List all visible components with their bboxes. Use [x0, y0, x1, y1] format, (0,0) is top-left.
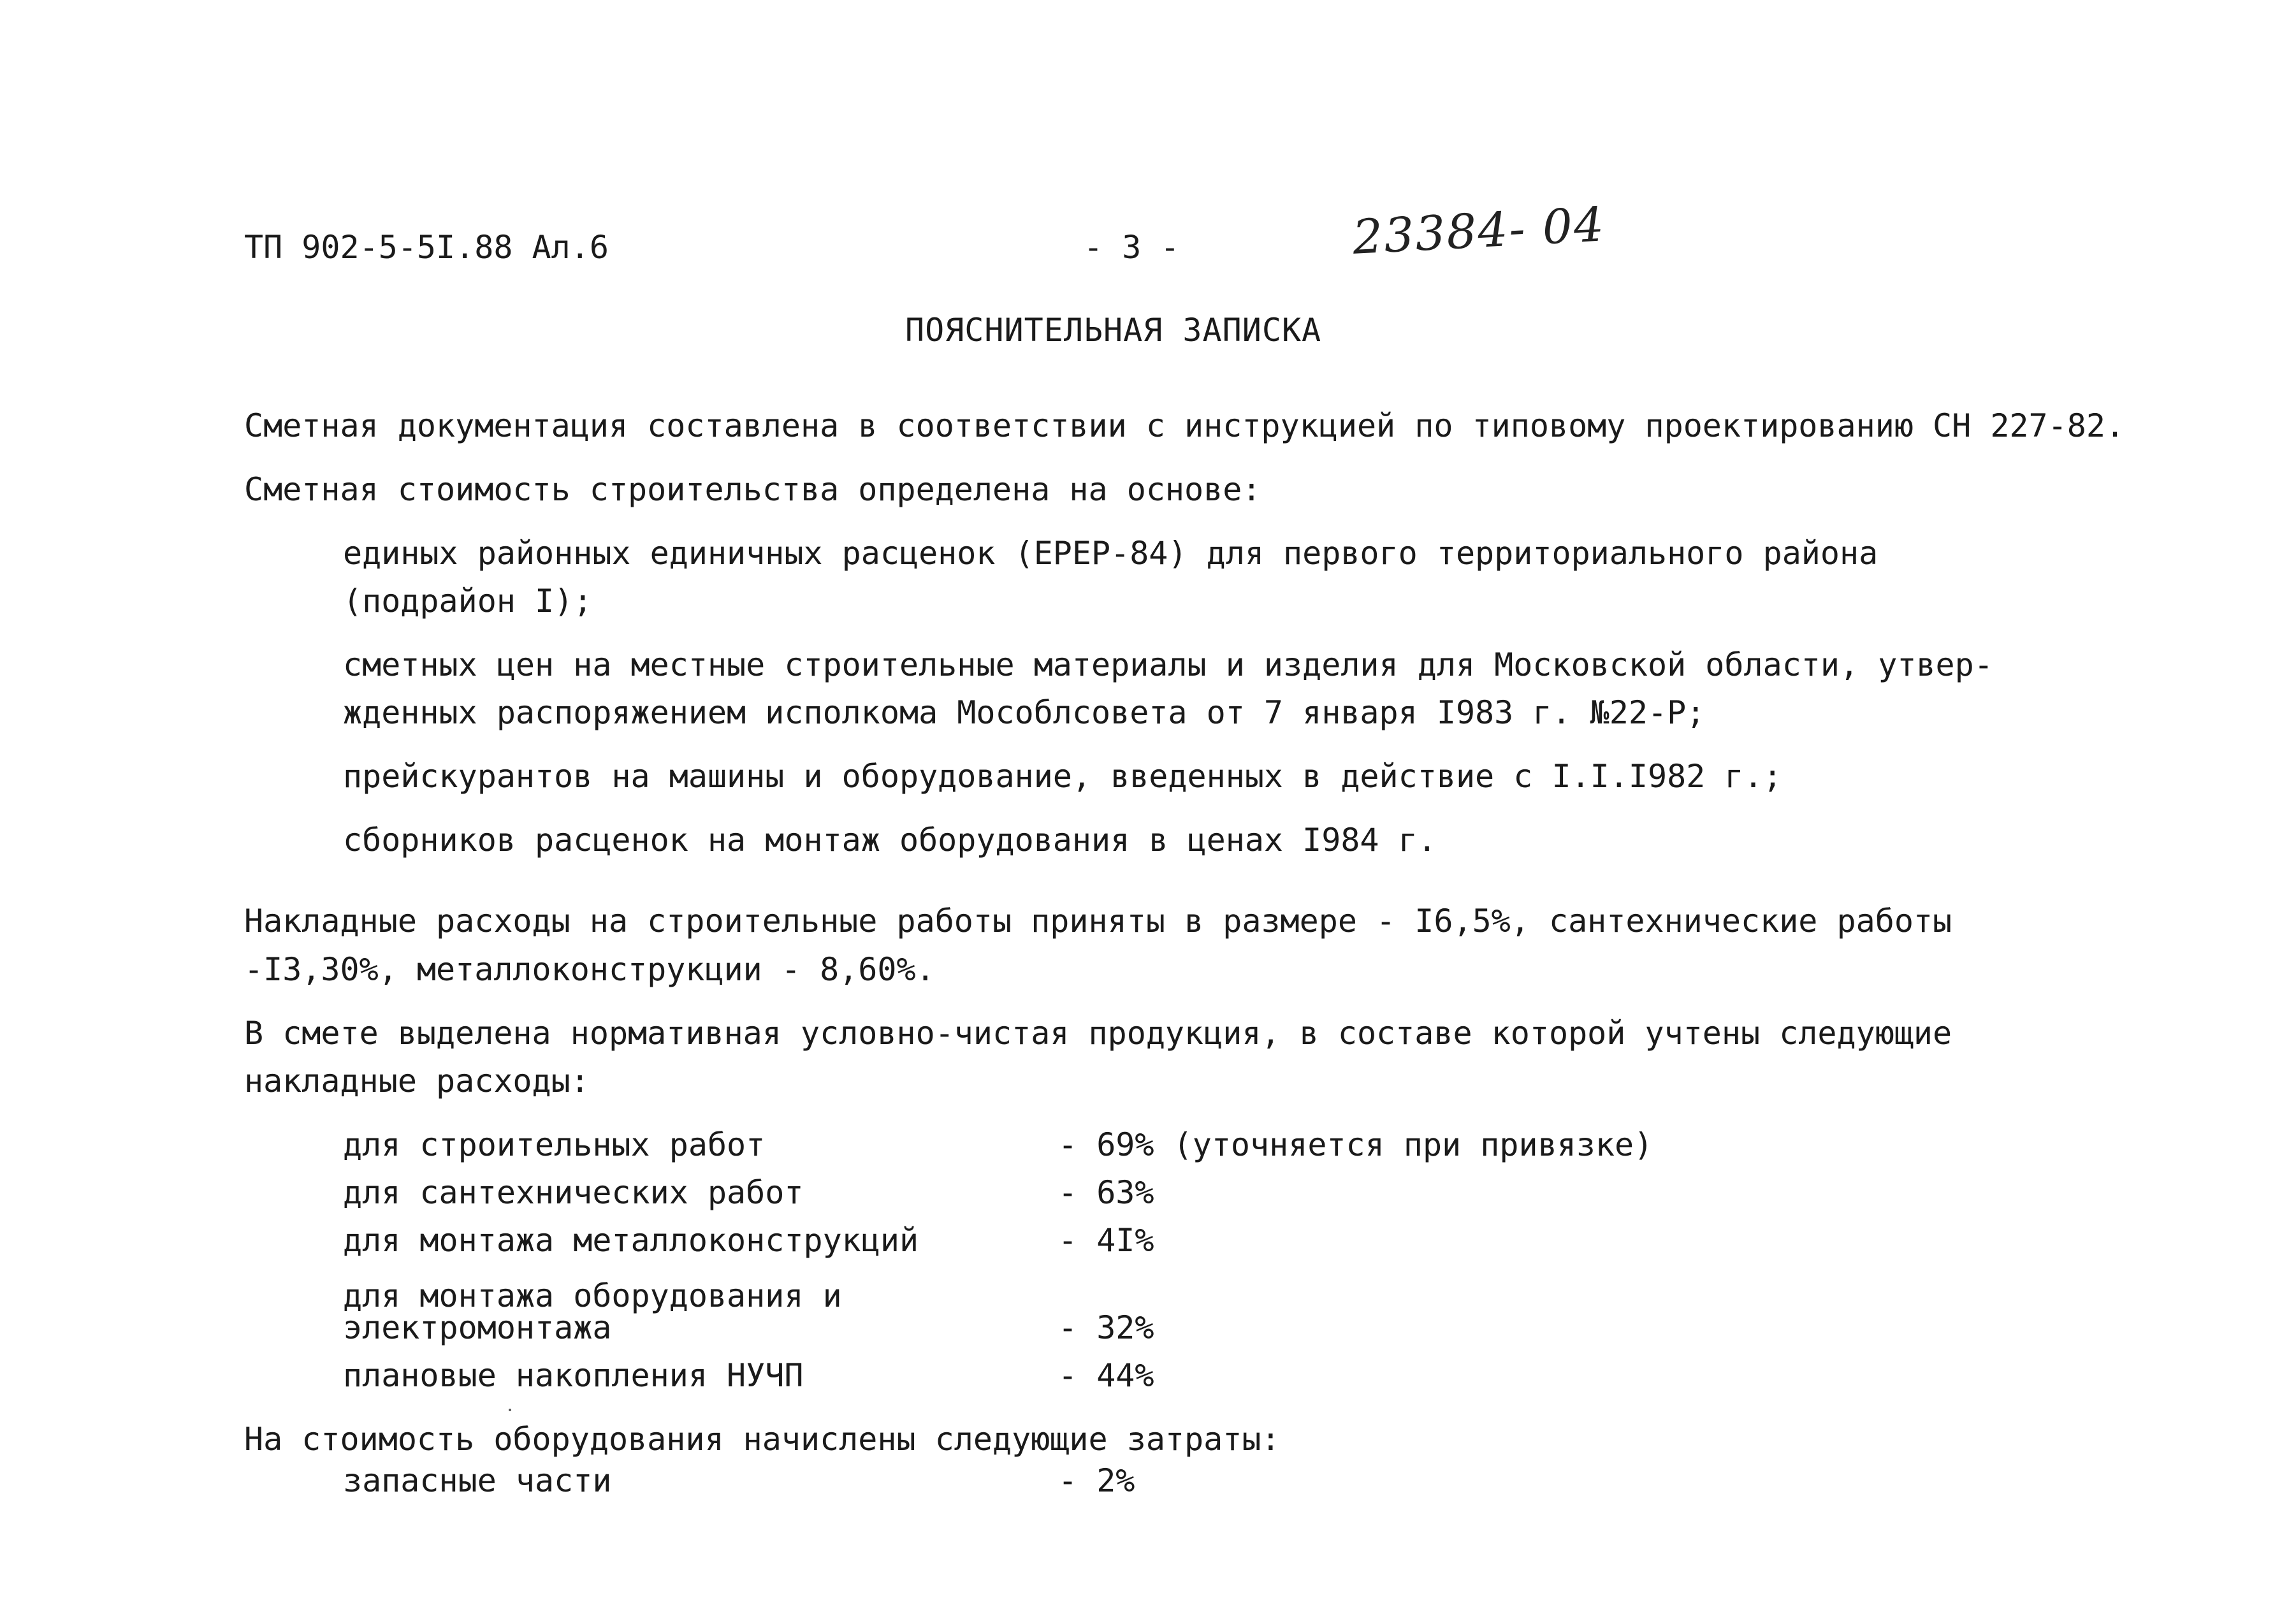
rate-value-equipment: - 32% — [1058, 1309, 1154, 1346]
list-item-collections: сборников расценок на монтаж оборудования в ценах I984 г. — [343, 822, 1437, 859]
rate-value-plumbing: - 63% — [1058, 1174, 1154, 1211]
list-item-pricelists: прейскурантов на машины и оборудование, введенных в действие с I.I.I982 г.; — [343, 758, 1782, 795]
document-code: ТП 902-5-5I.88 Ал.6 — [244, 229, 609, 266]
page-number: - 3 - — [1084, 229, 1180, 266]
page-title: ПОЯСНИТЕЛЬНАЯ ЗАПИСКА — [905, 312, 1322, 349]
rate-value-planned-savings: - 44% — [1058, 1357, 1154, 1394]
rate-label-plumbing: для сантехнических работ — [343, 1174, 804, 1211]
rate-label-planned-savings: плановые накопления НУЧП — [343, 1357, 804, 1394]
handwritten-inventory-number: 23384- 04 — [1351, 197, 1607, 265]
paragraph-basis-intro: Сметная стоимость строительства определена на основе: — [244, 471, 1261, 508]
list-item-erer-line1: единых районных единичных расценок (ЕРЕР-84) для первого территориального района — [343, 535, 1878, 572]
paragraph-overhead-line1: Накладные расходы на строительные работы приняты в размере - I6,5%, сантехнические работы — [244, 903, 1952, 940]
rate-value-metal: - 4I% — [1058, 1222, 1154, 1259]
scan-speck — [509, 1409, 511, 1411]
paragraph-equipment-costs: На стоимость оборудования начислены следующие затраты: — [244, 1421, 1281, 1458]
list-item-prices-line1: сметных цен на местные строительные материалы и изделия для Московской области, утвер- — [343, 646, 1993, 683]
paragraph-nucp-line1: В смете выделена нормативная условно-чистая продукция, в составе которой учтены следующие — [244, 1015, 1952, 1052]
paragraph-nucp-line2: накладные расходы: — [244, 1063, 590, 1100]
paragraph-overhead-line2: -I3,30%, металлоконструкции - 8,60%. — [244, 951, 935, 988]
rate-label-construction: для строительных работ — [343, 1126, 766, 1163]
list-item-erer-line2: (подрайон I); — [343, 583, 593, 620]
rate-label-metal: для монтажа металлоконструкций — [343, 1222, 919, 1259]
cost-value-spare-parts: - 2% — [1058, 1462, 1135, 1499]
rate-label-equipment-line1: для монтажа оборудования и — [343, 1277, 842, 1314]
list-item-prices-line2: жденных распоряжением исполкома Мособлсовета от 7 января I983 г. №22-Р; — [343, 694, 1706, 731]
rate-value-construction: - 69% (уточняется при привязке) — [1058, 1126, 1653, 1163]
cost-label-spare-parts: запасные части — [343, 1462, 612, 1499]
paragraph-standard: Сметная документация составлена в соответствии с инструкцией по типовому проектированию СН 227-82. — [244, 407, 2125, 444]
rate-label-equipment-line2: электромонтажа — [343, 1309, 612, 1346]
